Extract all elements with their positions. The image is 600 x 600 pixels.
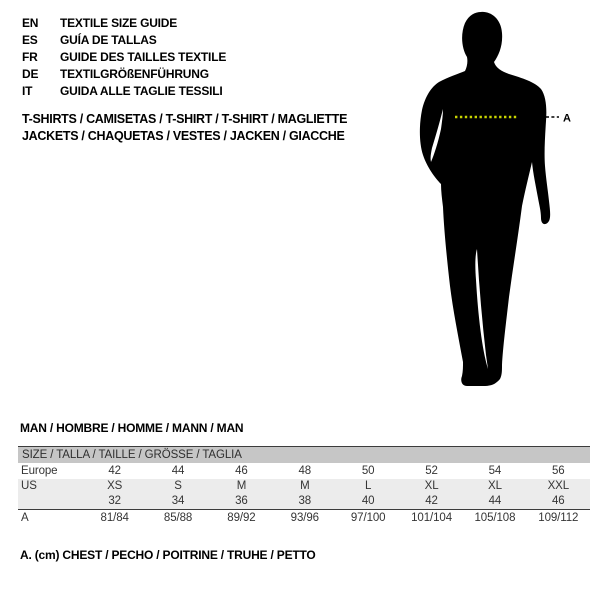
cell: XXL xyxy=(547,480,570,492)
language-code: IT xyxy=(22,84,33,98)
man-silhouette xyxy=(420,12,550,386)
measurement-label-a: A xyxy=(563,112,571,125)
language-row-fr xyxy=(22,49,226,66)
section-title: MAN / HOMBRE / HOMME / MANN / MAN xyxy=(20,421,244,435)
cell: 36 xyxy=(235,495,248,507)
cell: 42 xyxy=(425,495,438,507)
table-row-us-numeric xyxy=(18,494,590,509)
table-row-europe xyxy=(18,463,590,479)
row-label xyxy=(18,494,83,509)
cell: XL xyxy=(424,480,439,492)
language-code: DE xyxy=(22,67,39,81)
cell: 44 xyxy=(488,495,502,507)
cell: 85/88 xyxy=(163,512,193,524)
man-silhouette-svg xyxy=(405,5,580,395)
cell: 97/100 xyxy=(350,512,386,524)
chest-footnote: A. (cm) CHEST / PECHO / POITRINE / TRUHE / PETTO xyxy=(20,548,316,562)
cell: 105/108 xyxy=(474,512,516,524)
figure-man xyxy=(405,5,580,395)
cell: 54 xyxy=(488,465,502,477)
cell: 89/92 xyxy=(227,512,256,524)
language-label: GUÍA DE TALLAS xyxy=(60,33,157,47)
language-row-es xyxy=(22,32,226,49)
language-code: ES xyxy=(22,33,38,47)
cell: 81/84 xyxy=(100,512,129,524)
size-table xyxy=(18,446,590,527)
cell: XL xyxy=(488,480,502,492)
language-list xyxy=(22,15,226,100)
language-code: EN xyxy=(22,16,39,30)
language-code: FR xyxy=(22,50,38,64)
cell: 38 xyxy=(298,495,312,507)
language-row-it xyxy=(22,83,226,100)
language-label: TEXTILGRÖßENFÜHRUNG xyxy=(60,67,209,81)
row-label: US xyxy=(21,480,37,492)
category-line-jackets: JACKETS / CHAQUETAS / VESTES / JACKEN / GIACCHE xyxy=(22,129,345,143)
language-label: TEXTILE SIZE GUIDE xyxy=(60,16,178,30)
category-line-tshirts: T-SHIRTS / CAMISETAS / T-SHIRT / T-SHIRT / MAGLIETTE xyxy=(22,112,348,126)
cell: 48 xyxy=(298,465,312,477)
language-row-en xyxy=(22,15,226,32)
cell: 46 xyxy=(235,465,248,477)
garment-categories xyxy=(22,111,347,145)
cell: 44 xyxy=(171,465,185,477)
cell: 42 xyxy=(108,465,121,477)
cell: 40 xyxy=(361,495,375,507)
row-label: A xyxy=(21,512,29,524)
table-row-us xyxy=(18,479,590,494)
table-row-chest-a xyxy=(18,509,590,527)
cell: 93/96 xyxy=(290,512,319,524)
language-row-de xyxy=(22,66,226,83)
language-label: GUIDE DES TAILLES TEXTILE xyxy=(60,50,227,64)
cell: 32 xyxy=(108,495,121,507)
cell: S xyxy=(174,480,182,492)
cell: M xyxy=(236,480,247,492)
cell: 109/112 xyxy=(538,512,579,524)
cell: 52 xyxy=(425,465,438,477)
cell: 56 xyxy=(552,465,565,477)
cell: XS xyxy=(107,480,123,492)
cell: L xyxy=(365,480,372,492)
cell: 46 xyxy=(552,495,565,507)
size-table-header: SIZE / TALLA / TAILLE / GRÖSSE / TAGLIA xyxy=(18,447,590,463)
row-label: Europe xyxy=(21,465,58,477)
language-label: GUIDA ALLE TAGLIE TESSILI xyxy=(60,84,223,98)
cell: 50 xyxy=(361,465,375,477)
cell: 101/104 xyxy=(411,512,452,524)
cell: 34 xyxy=(171,495,185,507)
cell: M xyxy=(300,480,310,492)
